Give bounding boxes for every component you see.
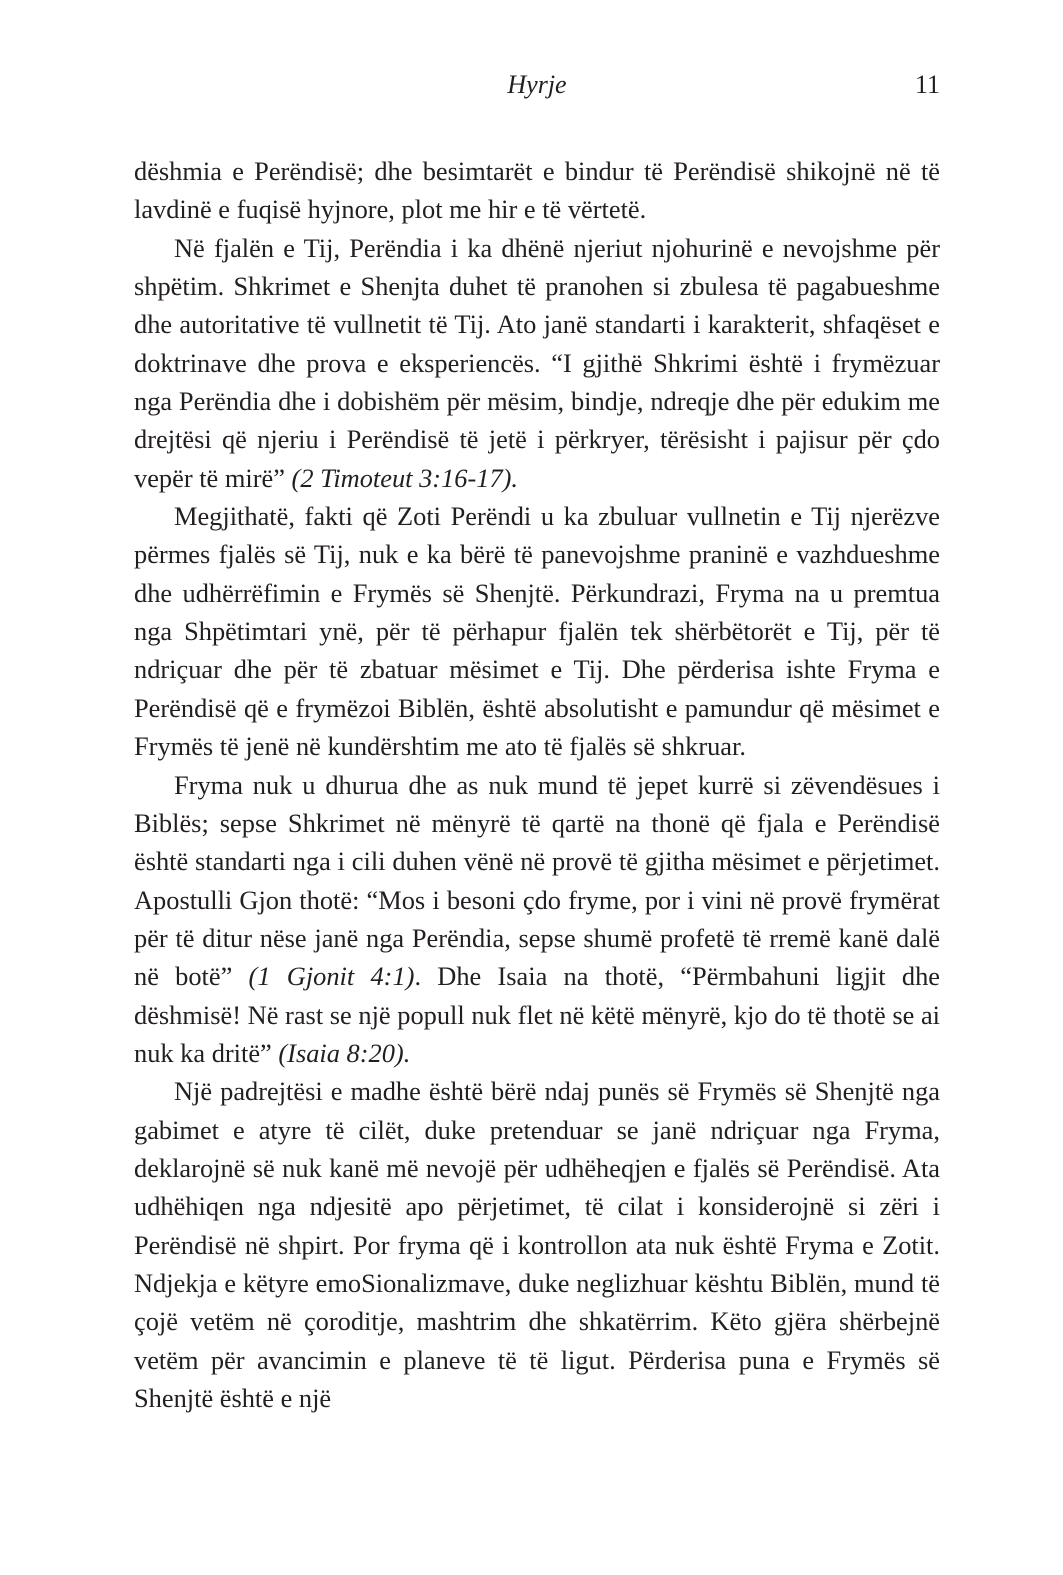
running-head	[134, 70, 940, 106]
page-number: 11	[914, 70, 940, 99]
paragraph-2	[134, 229, 940, 497]
paragraph-text: Në fjalën e Tij, Perëndia i ka dhënë njeriut njohurinë e nevojshme për shpëtim. Shkrimet e Shenjta duhet të pranohen si zbulesa të pagabueshme dhe autoritative të vullnetit të Tij. Ato janë standarti i karakterit, shfaqëset e doktrinave dhe prova e eksperiencës. “I gjithë Shkrimi është i frymëzuar nga Perëndia dhe i dobishëm për mësim, bindje, ndreqje dhe për edukim me drejtësi që njeriu i Perëndisë të jetë i përkryer, tërësisht i pajisur për çdo vepër të mirë”	[134, 232, 940, 493]
paragraph-4	[134, 766, 940, 1073]
paragraph-text: . Dhe Isaia na thotë, “Përmbahuni ligjit dhe dëshmisë! Në rast se një popull nuk flet në këtë mënyrë, kjo do të thotë se ai nuk ka dritë”	[134, 961, 940, 1068]
scripture-reference: (2 Timoteut 3:16-17).	[291, 462, 519, 493]
body-text	[134, 152, 940, 1417]
scripture-reference: (Isaia 8:20).	[278, 1037, 411, 1068]
paragraph-1	[134, 152, 940, 229]
paragraph-3	[134, 497, 940, 765]
paragraph-text: dëshmia e Perëndisë; dhe besimtarët e bindur të Perëndisë shikojnë në të lavdinë e fuqisë hyjnore, plot me hir e të vërtetë.	[134, 156, 940, 225]
scripture-reference: (1 Gjonit 4:1)	[248, 961, 415, 992]
paragraph-5	[134, 1072, 940, 1417]
running-title: Hyrje	[507, 70, 567, 99]
paragraph-text: Një padrejtësi e madhe është bërë ndaj punës së Frymës së Shenjtë nga gabimet e atyre të cilët, duke pretenduar se janë ndriçuar nga Fryma, deklarojnë së nuk kanë më nevojë për udhëheqjen e fjalës së Perëndisë. Ata udhëhiqen nga ndjesitë apo përjetimet, të cilat i konsiderojnë si zëri i Perëndisë në shpirt. Por fryma që i kontrollon ata nuk është Fryma e Zotit. Ndjekja e këtyre emoSionalizmave, duke neglizhuar kështu Biblën, mund të çojë vetëm në çoroditje, mashtrim dhe shkatërrim. Këto gjëra shërbejnë vetëm për avancimin e planeve të të ligut. Përderisa puna e Frymës së Shenjtë është e një	[134, 1076, 940, 1413]
paragraph-text: Fryma nuk u dhurua dhe as nuk mund të jepet kurrë si zëvendësues i Biblës; sepse Shkrimet në mënyrë të qartë na thonë që fjala e Perëndisë është standarti nga i cili duhen vënë në provë të gjitha mësimet e përjetimet. Apostulli Gjon thotë: “Mos i besoni çdo fryme, por i vini në provë frymërat për të ditur nëse janë nga Perëndia, sepse shumë profetë të rremë kanë dalë në botë”	[134, 769, 940, 992]
paragraph-text: Megjithatë, fakti që Zoti Perëndi u ka zbuluar vullnetin e Tij njerëzve përmes fjalës së Tij, nuk e ka bërë të panevojshme praninë e vazhdueshme dhe udhërrëfimin e Frymës së Shenjtë. Përkundrazi, Fryma na u premtua nga Shpëtimtari ynë, për të përhapur fjalën tek shërbëtorët e Tij, për të ndriçuar dhe për të zbatuar mësimet e Tij. Dhe përderisa ishte Fryma e Perëndisë që e frymëzoi Biblën, është absolutisht e pamundur që mësimet e Frymës të jenë në kundërshtim me ato të fjalës së shkruar.	[134, 501, 940, 762]
